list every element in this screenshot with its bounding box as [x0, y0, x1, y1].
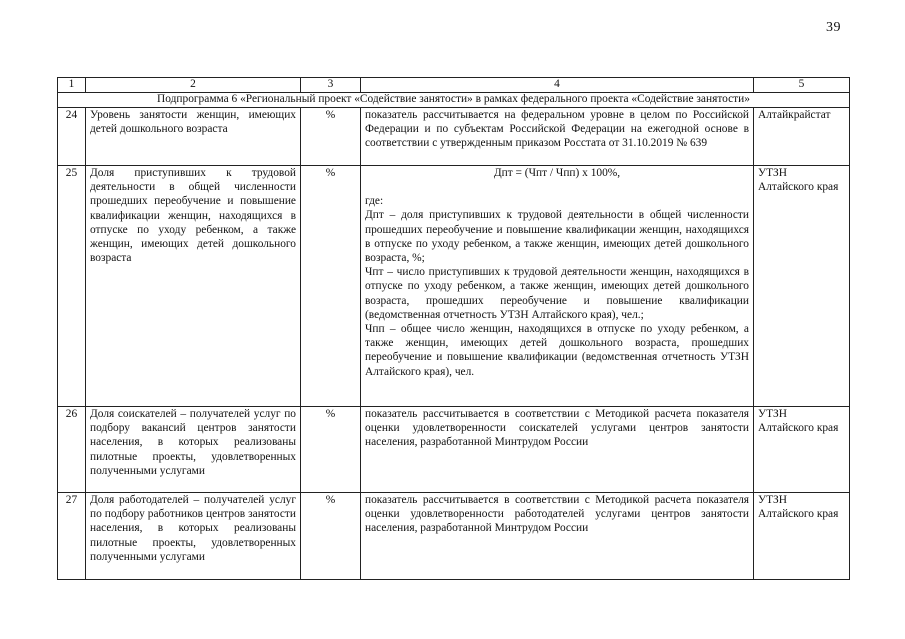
- formula: Дпт = (Чпт / Чпп) х 100%,: [493, 167, 621, 179]
- subprogram-title: Подпрограмма 6 «Региональный проект «Содействие занятости» в рамках федерального проекта «Содействие занятости»: [58, 93, 850, 108]
- row-number: 24: [58, 108, 86, 166]
- indicator-name: Уровень занятости женщин, имеющих детей дошкольного возраста: [86, 108, 301, 166]
- source-cell: УТЗН Алтайского края: [754, 166, 850, 407]
- source-cell: УТЗН Алтайского края: [754, 407, 850, 493]
- unit-cell: %: [301, 407, 361, 493]
- row-number: 25: [58, 166, 86, 407]
- formula-where: где:: [365, 195, 384, 208]
- source-cell: Алтайкрайстат: [754, 108, 850, 166]
- unit-cell: %: [301, 108, 361, 166]
- indicator-name: Доля приступивших к трудовой деятельности в общей численности прошедших переобучение и повышение квалификации женщин, находящихся в отпуске по уходу ребенком, а также женщин, имеющих детей дошкольного возраста: [86, 166, 301, 407]
- row-number: 26: [58, 407, 86, 493]
- formula-definition: Чпт – число приступивших к трудовой деятельности женщин, находящихся в отпуске по уходу ребенком, а также женщин, имеющих детей дошкольного возраста, прошедших переобучение и повышение квалификации (ведомственная отчетность УТЗН Алтайского края), чел.;: [365, 266, 749, 321]
- source-cell: УТЗН Алтайского края: [754, 493, 850, 580]
- indicator-name: Доля соискателей – получателей услуг по подбору вакансий центров занятости населения, в которых реализованы пилотные проекты, удовлетворенных полученными услугами: [86, 407, 301, 493]
- table-row: [58, 108, 850, 166]
- row-number: 27: [58, 493, 86, 580]
- header-cell-3: 3: [301, 78, 361, 93]
- indicator-name: Доля работодателей – получателей услуг по подбору работников центров занятости населения, в которых реализованы пилотные проекты, удовлетворенных полученными услугами: [86, 493, 301, 580]
- unit-cell: %: [301, 166, 361, 407]
- method-cell: [361, 166, 754, 407]
- table-header-row: [58, 78, 850, 93]
- formula-definition: Чпп – общее число женщин, находящихся в отпуске по уходу ребенком, а также женщин, имеющих детей дошкольного возраста, прошедших переобучение и повышение квалификации (ведомственная отчетность УТЗН Алтайского края), чел.: [365, 323, 749, 378]
- table-row: [58, 407, 850, 493]
- table-row: [58, 166, 850, 407]
- header-cell-5: 5: [754, 78, 850, 93]
- indicator-table: [57, 77, 850, 580]
- table-row: [58, 493, 850, 580]
- method-cell: показатель рассчитывается в соответствии с Методикой расчета показателя оценки удовлетворенности соискателей услугами центров занятости населения, разработанной Минтрудом России: [361, 407, 754, 493]
- page-number: 39: [826, 20, 841, 35]
- header-cell-2: 2: [86, 78, 301, 93]
- formula-definition: Дпт – доля приступивших к трудовой деятельности в общей численности прошедших переобучение и повышение квалификации женщин, находящихся в отпуске по уходу ребенком, а также женщин, имеющих детей дошкольного возраста, %;: [365, 209, 749, 265]
- method-cell: показатель рассчитывается на федеральном уровне в целом по Российской Федерации и по субъектам Российской Федерации на ежегодной основе в соответствии с утвержденным приказом Росстата от 31.10.2019 № 639: [361, 108, 754, 166]
- unit-cell: %: [301, 493, 361, 580]
- header-cell-1: 1: [58, 78, 86, 93]
- subprogram-row: [58, 93, 850, 108]
- header-cell-4: 4: [361, 78, 754, 93]
- method-cell: показатель рассчитывается в соответствии с Методикой расчета показателя оценки удовлетворенности работодателей услугами центров занятости населения, разработанной Минтрудом России: [361, 493, 754, 580]
